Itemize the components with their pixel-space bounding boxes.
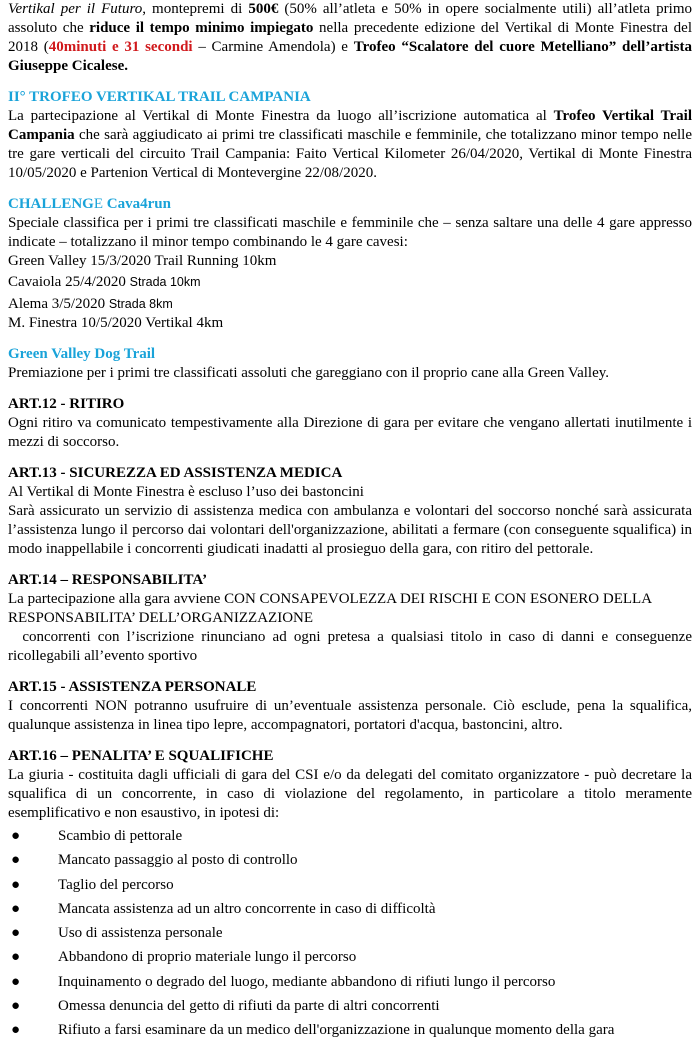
bullet-icon: ● — [11, 828, 21, 844]
bullet-icon: ● — [11, 973, 21, 990]
art13-line: Al Vertikal di Monte Finestra è escluso l’uso dei bastoncini — [8, 484, 364, 500]
challenge-heading — [8, 195, 692, 214]
bullet-icon: ● — [11, 900, 21, 917]
list-item — [8, 851, 692, 875]
trofeo-bold: Trofeo Vertikal Trail Campania — [8, 108, 692, 143]
art12-heading: ART.12 - RITIRO — [8, 396, 125, 412]
bullet-icon: ● — [11, 925, 21, 942]
art13-heading: ART.13 - SICUREZZA ED ASSISTENZA MEDICA — [8, 465, 343, 481]
list-item-text: Uso di assistenza personale — [58, 925, 223, 942]
race-name: Green Valley 15/3/2020 Trail Running 10km — [8, 253, 277, 269]
dog-trail-paragraph: Premiazione per i primi tre classificati assoluti che gareggiano con il proprio cane alla Green Valley. — [8, 365, 610, 381]
race-type: Strada 8km — [108, 297, 173, 311]
race-item — [8, 295, 692, 314]
list-item — [8, 973, 692, 997]
race-item — [8, 252, 692, 271]
trofeo-heading: II° TROFEO VERTIKAL TRAIL CAMPANIA — [8, 89, 311, 105]
intro-text-d: – Carmine Amendola) e — [192, 39, 354, 55]
art15-section — [8, 678, 692, 735]
art12-paragraph: Ogni ritiro va comunicato tempestivamente alla Direzione di gara per evitare che vengano allertati inutilmente i mezzi di soccorso. — [8, 415, 692, 450]
art15-heading: ART.15 - ASSISTENZA PERSONALE — [8, 679, 257, 695]
race-name: M. Finestra 10/5/2020 Vertikal 4km — [8, 315, 224, 331]
list-item-text: Taglio del percorso — [58, 876, 174, 893]
list-item — [8, 876, 692, 900]
art15-paragraph: I concorrenti NON potranno usufruire di un’eventuale assistenza personale. Ciò esclude, pena la squalifica, qualunque assistenza in linea tipo lepre, accompagnatori, portatori d'acqua, bastoncini, altro. — [8, 698, 692, 733]
trofeo-paragraph — [8, 107, 692, 183]
challenge-race-list — [8, 252, 692, 333]
bullet-icon: ● — [11, 876, 21, 893]
record-emphasis: riduce il tempo minimo impiegato — [89, 20, 314, 36]
list-item-text: Omessa denuncia del getto di rifiuti da parte di altri concorrenti — [58, 998, 440, 1015]
trophy-name: Trofeo “Scalatore del cuore Metelliano” dell’artista Giuseppe Cicalese. — [8, 39, 692, 74]
race-type: Strada 10km — [129, 275, 201, 289]
trofeo-text-b: che sarà aggiudicato ai primi tre classificati maschile e femminile, che totalizzano minor tempo nelle tre gare verticali del circuito Trail Campania: Faito Vertical Kilometer 26/04/2020, Vertikal di Monte Finestra 10/05/2020 e Partenion Vertical di Montevergine 22/08/2020. — [8, 127, 692, 181]
art16-section — [8, 747, 692, 1046]
art14-heading: ART.14 – RESPONSABILITA’ — [8, 572, 208, 588]
bullet-icon: ● — [11, 1022, 21, 1039]
art14-paragraph-1: La partecipazione alla gara avviene CON CONSAPEVOLEZZA DEI RISCHI E CON ESONERO DELLA RESPONSABILITA’ DELL’ORGANIZZAZIONE — [8, 591, 652, 626]
list-item — [8, 900, 692, 924]
intro-paragraph — [8, 0, 692, 76]
race-item — [8, 273, 692, 292]
bullet-icon: ● — [11, 998, 21, 1015]
trofeo-section — [8, 88, 692, 183]
art13-section — [8, 464, 692, 559]
record-time: 40minuti e 31 secondi — [48, 39, 193, 55]
challenge-paragraph: Speciale classifica per i primi tre classificati maschile e femminile che – senza saltare una delle 4 gare appresso indicate – totalizzano il minor tempo combinando le 4 gare cavesi: — [8, 215, 692, 250]
list-item-text: Abbandono di proprio materiale lungo il percorso — [58, 949, 357, 966]
art14-section — [8, 571, 696, 666]
bullet-icon: ● — [11, 949, 21, 966]
list-item — [8, 948, 692, 972]
challenge-title-b: E — [93, 196, 104, 212]
list-item — [8, 924, 692, 948]
bullet-icon: ● — [11, 852, 21, 869]
race-name: Cavaiola 25/4/2020 — [8, 274, 130, 290]
prize-amount: 500€ — [248, 1, 279, 17]
challenge-title-a: CHALLENG — [8, 196, 94, 212]
trofeo-text-a: La partecipazione al Vertikal di Monte Finestra da luogo all’iscrizione automatica al — [8, 108, 554, 124]
art16-paragraph: La giuria - costituita dagli ufficiali di gara del CSI e/o da delegati del comitato organizzatore - può decretare la squalifica di un concorrente, in caso di violazione del regolamento, in particolare a titolo meramente esemplificativo e non esaustivo, in ipotesi di: — [8, 767, 692, 821]
intro-italic: Vertikal per il Futuro — [8, 1, 143, 17]
race-name: Alema 3/5/2020 — [8, 296, 109, 312]
list-item — [8, 827, 692, 851]
dog-trail-heading: Green Valley Dog Trail — [8, 346, 156, 362]
list-item-text: Mancata assistenza ad un altro concorrente in caso di difficoltà — [58, 900, 436, 917]
list-item-text: Mancato passaggio al posto di controllo — [58, 852, 298, 869]
challenge-title-c: Cava4run — [103, 196, 171, 212]
intro-text-b: (50% all’atleta e 50% in opere socialmente utili) all’atleta primo assoluto che — [8, 1, 692, 36]
art16-heading: ART.16 – PENALITA’ E SQUALIFICHE — [8, 748, 274, 764]
penalty-list — [8, 827, 692, 1046]
art12-section — [8, 395, 692, 452]
challenge-section — [8, 195, 692, 333]
art13-paragraph: Sarà assicurato un servizio di assistenza medica con ambulanza e volontari del soccorso nonché sarà assicurata l’assistenza lungo il percorso dai volontari dell'organizzazione, abilitati a fermare (con conseguente squalifica) in modo inappellabile i concorrenti giudicati inadatti al prosieguo della gara, con ritiro del pettorale. — [8, 503, 692, 557]
race-item — [8, 314, 692, 333]
list-item — [8, 997, 692, 1021]
list-item-text: Rifiuto a farsi esaminare da un medico dell'organizzazione in qualunque momento della gara — [58, 1022, 615, 1039]
intro-text-c: nella precedente edizione del Vertikal di Monte Finestra del 2018 ( — [8, 20, 692, 55]
list-item-text: Scambio di pettorale — [58, 828, 183, 844]
dog-trail-section — [8, 345, 692, 383]
art14-paragraph-2: concorrenti con l’iscrizione rinunciano ad ogni pretesa a qualsiasi titolo in caso di danni e conseguenze ricollegabili all’evento sportivo — [8, 629, 696, 664]
intro-text-a: , montepremi di — [142, 1, 249, 17]
list-item-text: Inquinamento o degrado del luogo, mediante abbandono di rifiuti lungo il percorso — [58, 973, 556, 990]
